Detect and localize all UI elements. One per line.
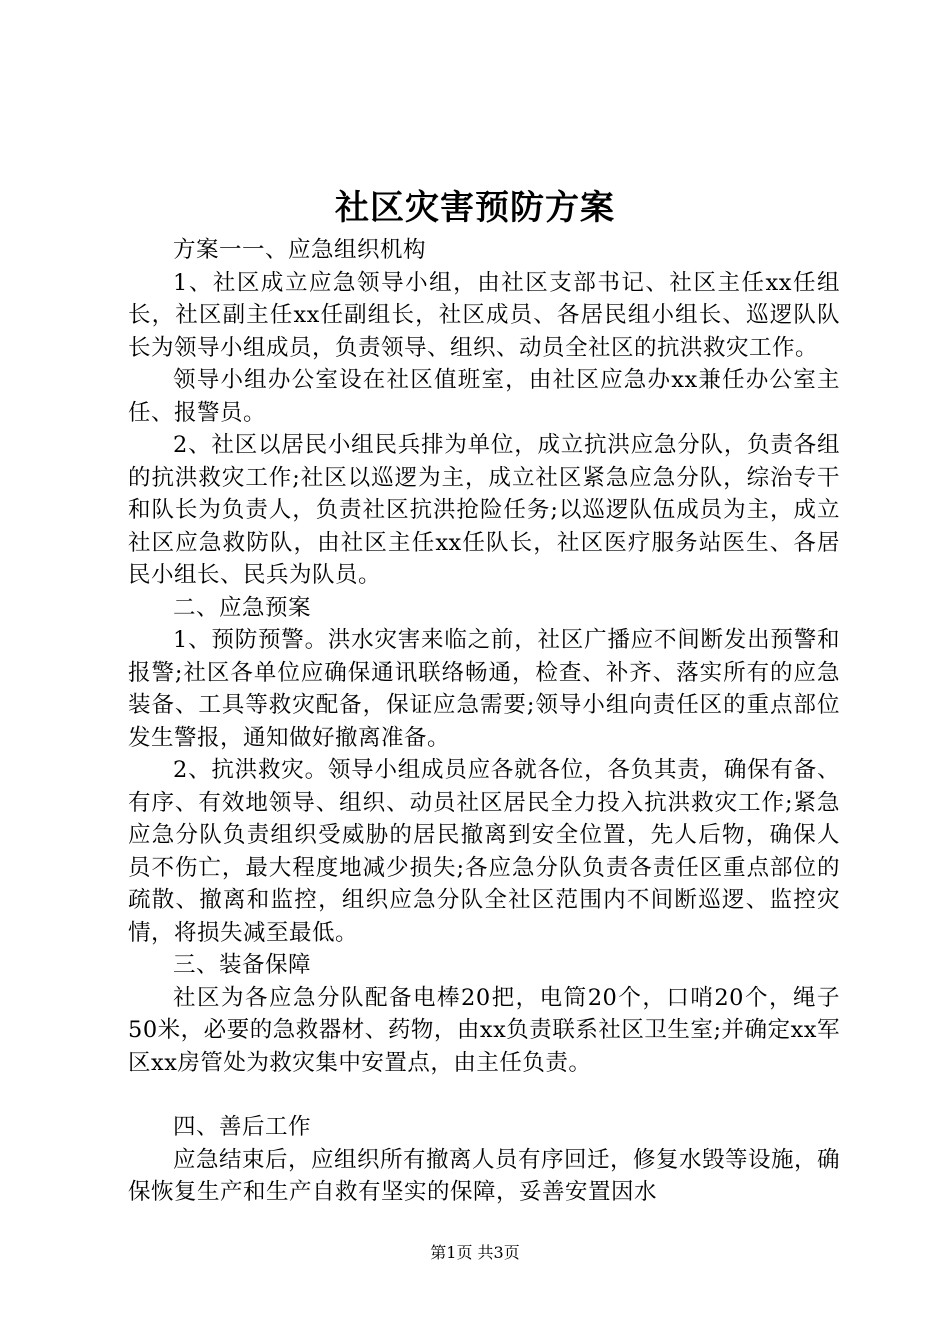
page-footer: 第1页 共3页 xyxy=(430,1243,520,1262)
section-heading-4: 四、善后工作 xyxy=(173,1114,312,1140)
paragraph-flood-relief: 2、抗洪救灾。领导小组成员应各就各位，各负其责，确保有备、有序、有效地领导、组织、动员社区居民全力投入抗洪救灾工作;紧急应急分队负责组织受威胁的居民撤离到安全位置，先人后物，确保人员不伤亡，最大程度地减少损失;各应急分队负责各责任区重点部位的疏散、撤离和监控，组织应急分队全社区范围内不间断巡逻、监控灾情，将损失减至最低。 xyxy=(128,757,840,946)
paragraph-equipment: 社区为各应急分队配备电棒20把，电筒20个，口哨20个，绳子50米，必要的急救器材、药物，由xx负责联系社区卫生室;并确定xx军区xx房管处为救灾集中安置点，由主任负责。 xyxy=(128,984,840,1076)
paragraph-leadership-group: 1、社区成立应急领导小组，由社区支部书记、社区主任xx任组长，社区副主任xx任副组长，社区成员、各居民组小组长、巡逻队队长为领导小组成员，负责领导、组织、动员全社区的抗洪救灾工作。 xyxy=(128,269,840,361)
paragraph-aftermath: 应急结束后，应组织所有撤离人员有序回迁，修复水毁等设施，确保恢复生产和生产自救有坚实的保障，妥善安置因水 xyxy=(128,1146,841,1205)
section-heading-1: 方案一一、应急组织机构 xyxy=(173,237,427,263)
section-heading-3: 三、装备保障 xyxy=(173,952,312,978)
document-body xyxy=(128,234,840,1209)
paragraph-office: 领导小组办公室设在社区值班室，由社区应急办xx兼任办公室主任、报警员。 xyxy=(128,367,840,426)
section-heading-2: 二、应急预案 xyxy=(173,594,312,621)
paragraph-emergency-teams: 2、社区以居民小组民兵排为单位，成立抗洪应急分队，负责各组的抗洪救灾工作;社区以巡逻为主，成立社区紧急应急分队，综治专干和队长为负责人，负责社区抗洪抢险任务;以巡逻队伍成员为主，成立社区应急救防队，由社区主任xx任队长，社区医疗服务站医生、各居民小组长、民兵为队员。 xyxy=(128,432,840,588)
paragraph-warning: 1、预防预警。洪水灾害来临之前，社区广播应不间断发出预警和报警;社区各单位应确保通讯联络畅通，检查、补齐、落实所有的应急装备、工具等救灾配备，保证应急需要;领导小组向责任区的重点部位发生警报，通知做好撤离准备。 xyxy=(128,627,840,751)
document-title: 社区灾害预防方案 xyxy=(335,188,615,228)
